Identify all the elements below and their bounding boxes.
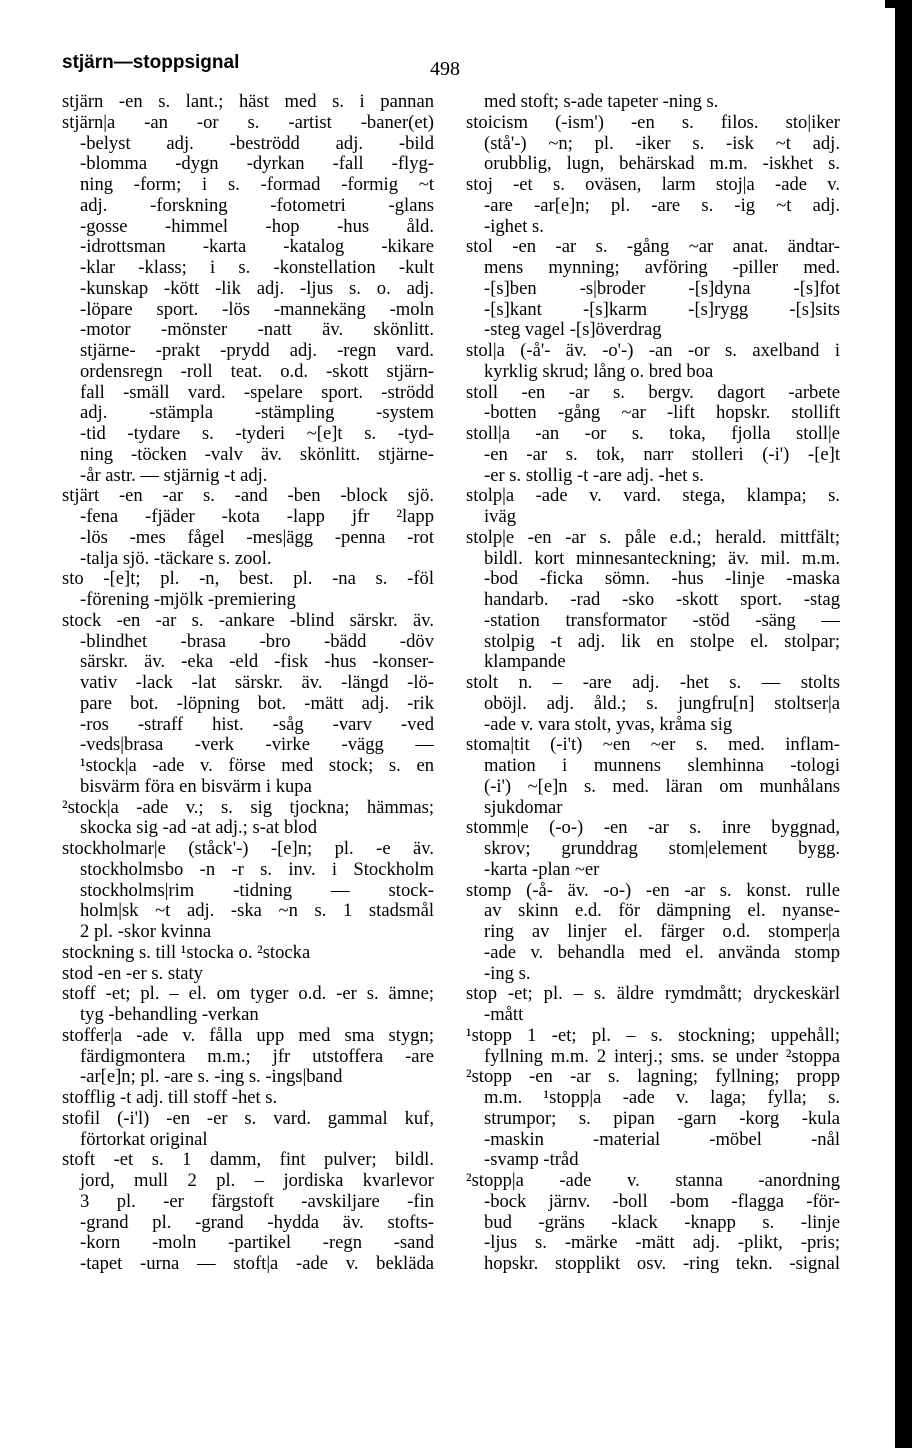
running-head: stjärn—stoppsignal — [62, 52, 240, 73]
dictionary-line: stjärne- -prakt -prydd adj. -regn vard. — [80, 341, 434, 361]
dictionary-line: bud -gräns -klack -knapp s. -linje — [484, 1212, 840, 1233]
dictionary-line: holm|sk ~t adj. -ska ~n s. 1 stadsmål — [80, 901, 434, 922]
dictionary-line: stoff -et; pl. – el. om tyger o.d. -er s. ämne; — [62, 984, 434, 1005]
dictionary-line: stockning s. till ¹stocka o. ²stocka — [62, 942, 311, 963]
dictionary-line: -tid -tydare s. -tyderi ~[e]t s. -tyd- — [80, 424, 434, 444]
dictionary-line: skocka sig -ad -at adj.; s-at blod — [80, 818, 318, 839]
dictionary-line: -talja sjö. -täckare s. zool. — [80, 548, 272, 569]
dictionary-line: -klar -klass; i s. -konstellation -kult — [80, 258, 434, 278]
dictionary-line: stjärn -en s. lant.; häst med s. i pannan — [62, 92, 434, 112]
dictionary-line: stock -en -ar s. -ankare -blind särskr. äv. — [62, 610, 434, 631]
dictionary-line: kyrklig skrud; lång o. bred boa — [484, 361, 714, 382]
dictionary-line: skrov; grunddrag stom|element bygg. — [484, 839, 840, 859]
dictionary-line: färdigmontera m.m.; jfr utstoffera -are — [80, 1046, 434, 1067]
dictionary-line: jord, mull 2 pl. – jordiska kvarlevor — [80, 1171, 434, 1191]
dictionary-line: ring av linjer el. färger o.d. stomper|a — [484, 922, 840, 942]
dictionary-line: -gosse -himmel -hop -hus åld. — [80, 216, 434, 237]
dictionary-line: stjärn|a -an -or s. -artist -baner(et) — [62, 112, 434, 133]
dictionary-line: stofil (-i'l) -en -er s. vard. gammal kuf, — [62, 1108, 434, 1129]
dictionary-line: -tapet -urna — stoft|a -ade v. bekläda — [80, 1254, 434, 1274]
dictionary-line: stockholmar|e (ståck'-) -[e]n; pl. -e äv. — [62, 839, 434, 859]
dictionary-line: oböjl. adj. åld.; s. jungfru[n] stoltser|a — [484, 693, 840, 714]
dictionary-line: stoll -en -ar s. bergv. dagort -arbete — [466, 382, 840, 403]
dictionary-line: stop -et; pl. – s. äldre rymdmått; dryckeskärl — [466, 984, 840, 1005]
dictionary-line: -ade v. behandla med el. använda stomp — [484, 942, 840, 963]
dictionary-line: ning -töcken -valv äv. skönlitt. stjärne- — [80, 444, 434, 465]
dictionary-line: -[s]kant -[s]karm -[s]rygg -[s]sits — [484, 299, 840, 320]
dictionary-line: -are -ar[e]n; pl. -are s. -ig ~t adj. — [484, 195, 840, 216]
dictionary-line: 3 pl. -er färgstoft -avskiljare -fin — [80, 1191, 434, 1212]
dictionary-line: särskr. äv. -eka -eld -fisk -hus -konser- — [80, 652, 434, 673]
dictionary-line: -veds|brasa -verk -virke -vägg — — [80, 735, 434, 756]
right-column — [466, 92, 840, 1275]
dictionary-line: -bod -ficka sömn. -hus -linje -maska — [484, 569, 840, 590]
dictionary-line: stockholmsbo -n -r s. inv. i Stockholm — [80, 859, 434, 880]
dictionary-line: -lös -mes fågel -mes|ägg -penna -rot — [80, 527, 434, 548]
dictionary-line: stolp|e -en -ar s. påle e.d.; herald. mittfält; — [466, 527, 840, 548]
dictionary-line: -belyst adj. -beströdd adj. -bild — [80, 133, 434, 154]
dictionary-line: stoma|tit (-i't) ~en ~er s. med. inflam- — [466, 735, 840, 756]
dictionary-line: iväg — [484, 507, 517, 527]
dictionary-line: bildl. kort minnesanteckning; äv. mil. m.m. — [484, 548, 840, 569]
dictionary-line: stoicism (-ism') -en s. filos. sto|iker — [466, 112, 840, 133]
dictionary-line: ¹stopp 1 -et; pl. – s. stockning; uppehåll; — [466, 1025, 840, 1046]
dictionary-line: -en -ar s. tok, narr stolleri (-i') -[e]t — [484, 444, 840, 465]
dictionary-line: stoft -et s. 1 damm, fint pulver; bildl. — [62, 1150, 434, 1171]
dictionary-line: -ing s. — [484, 963, 531, 984]
dictionary-line: stoll|a -an -or s. toka, fjolla stoll|e — [466, 424, 840, 444]
dictionary-line: -fena -fjäder -kota -lapp jfr ²lapp — [80, 507, 434, 527]
dictionary-line: -ade v. vara stolt, yvas, kråma sig — [484, 714, 733, 735]
dictionary-line: (-i') ~[e]n s. med. läran om munhålans — [484, 776, 840, 797]
dictionary-line: -löpare sport. -lös -mannekäng -moln — [80, 299, 434, 320]
dictionary-line: (stå'-) ~n; pl. -iker s. -isk ~t adj. — [484, 133, 840, 154]
dictionary-line: -motor -mönster -natt äv. skönlitt. — [80, 320, 434, 341]
dictionary-line: stolt n. – -are adj. -het s. — stolts — [466, 673, 840, 693]
dictionary-line: hopskr. stopplikt osv. -ring tekn. -signal — [484, 1254, 840, 1274]
dictionary-line: -ighet s. — [484, 216, 544, 237]
dictionary-line: pare bot. -löpning bot. -mätt adj. -rik — [80, 693, 434, 714]
dictionary-line: ²stock|a -ade v.; s. sig tjockna; hämmas; — [62, 797, 434, 818]
dictionary-line: med stoft; s-ade tapeter -ning s. — [484, 92, 719, 112]
dictionary-line: -ljus s. -märke -mätt adj. -plikt, -pris; — [484, 1233, 840, 1254]
dictionary-line: -kunskap -kött -lik adj. -ljus s. o. adj. — [80, 278, 434, 299]
dictionary-line: handarb. -rad -sko -skott sport. -stag — [484, 590, 840, 610]
dictionary-line: adj. -forskning -fotometri -glans — [80, 195, 434, 216]
dictionary-line: -förening -mjölk -premiering — [80, 590, 296, 610]
dictionary-line: -karta -plan ~er — [484, 859, 600, 880]
dictionary-line: adj. -stämpla -stämpling -system — [80, 403, 434, 424]
dictionary-line: fyllning m.m. 2 interj.; sms. se under ²stoppa — [484, 1046, 840, 1067]
dictionary-line: sjukdomar — [484, 797, 563, 818]
dictionary-line: -station transformator -stöd -säng — — [484, 610, 840, 631]
dictionary-line: -svamp -tråd — [484, 1150, 579, 1171]
dictionary-line: ning -form; i s. -formad -formig ~t — [80, 175, 434, 195]
dictionary-line: stjärt -en -ar s. -and -ben -block sjö. — [62, 486, 434, 507]
dictionary-line: bisvärm föra en bisvärm i kupa — [80, 776, 312, 797]
page-number: 498 — [430, 58, 460, 80]
dictionary-line: -bock järnv. -boll -bom -flagga -för- — [484, 1191, 840, 1212]
dictionary-line: ²stopp|a -ade v. stanna -anordning — [466, 1171, 840, 1191]
dictionary-line: -korn -moln -partikel -regn -sand — [80, 1233, 434, 1254]
dictionary-line: 2 pl. -skor kvinna — [80, 922, 212, 942]
dictionary-line: -blindhet -brasa -bro -bädd -döv — [80, 631, 434, 652]
dictionary-line: förtorkat original — [80, 1129, 208, 1150]
dictionary-line: -blomma -dygn -dyrkan -fall -flyg- — [80, 154, 434, 175]
dictionary-line: mation i munnens slemhinna -tologi — [484, 756, 840, 776]
dictionary-line: strumpor; s. pipan -garn -korg -kula — [484, 1108, 840, 1129]
dictionary-line: sto -[e]t; pl. -n, best. pl. -na s. -föl — [62, 569, 434, 590]
scan-border-right — [895, 0, 912, 1448]
dictionary-line: tyg -behandling -verkan — [80, 1005, 259, 1025]
dictionary-line: -idrottsman -karta -katalog -kikare — [80, 237, 434, 258]
dictionary-line: stolpig -t adj. lik en stolpe el. stolpar; — [484, 631, 840, 652]
dictionary-line: ordensregn -roll teat. o.d. -skott stjärn- — [80, 361, 434, 382]
dictionary-line: vativ -lack -lat särskr. äv. -längd -lö- — [80, 673, 434, 693]
dictionary-line: -botten -gång ~ar -lift hopskr. stollift — [484, 403, 840, 424]
dictionary-line: m.m. ¹stopp|a -ade v. laga; fylla; s. — [484, 1088, 840, 1108]
dictionary-line: -steg vagel -[s]överdrag — [484, 320, 662, 341]
dictionary-line: stomp (-å- äv. -o-) -en -ar s. konst. rulle — [466, 880, 840, 901]
dictionary-line: klampande — [484, 652, 566, 673]
dictionary-line: stoffer|a -ade v. fålla upp med sma stygn; — [62, 1025, 434, 1046]
dictionary-line: stoj -et s. oväsen, larm stoj|a -ade v. — [466, 175, 840, 195]
dictionary-line: ¹stock|a -ade v. förse med stock; s. en — [80, 756, 434, 776]
left-column — [62, 92, 434, 1275]
dictionary-line: -maskin -material -möbel -nål — [484, 1129, 840, 1150]
dictionary-line: -år astr. — stjärnig -t adj. — [80, 465, 268, 486]
dictionary-line: orubblig, lugn, behärskad m.m. -iskhet s. — [484, 154, 840, 175]
dictionary-line: av skinn e.d. för dämpning el. nyanse- — [484, 901, 840, 922]
dictionary-line: -er s. stollig -t -are adj. -het s. — [484, 465, 704, 486]
dictionary-line: mens mynning; avföring -piller med. — [484, 258, 840, 278]
dictionary-line: fall -smäll vard. -spelare sport. -strödd — [80, 382, 434, 403]
dictionary-line: stol|a (-å'- äv. -o'-) -an -or s. axelband i — [466, 341, 840, 361]
dictionary-line: stofflig -t adj. till stoff -het s. — [62, 1088, 278, 1108]
dictionary-line: -ros -straff hist. -såg -varv -ved — [80, 714, 434, 735]
scan-border-top — [885, 0, 912, 8]
dictionary-line: ²stopp -en -ar s. lagning; fyllning; propp — [466, 1067, 840, 1088]
dictionary-line: -grand pl. -grand -hydda äv. stofts- — [80, 1212, 434, 1233]
dictionary-line: stolp|a -ade v. vard. stega, klampa; s. — [466, 486, 840, 507]
dictionary-line: stockholms|rim -tidning — stock- — [80, 880, 434, 901]
dictionary-line: stod -en -er s. staty — [62, 963, 203, 984]
dictionary-line: -ar[e]n; pl. -are s. -ing s. -ings|band — [80, 1067, 343, 1088]
dictionary-line: -[s]ben -s|broder -[s]dyna -[s]fot — [484, 278, 840, 299]
dictionary-line: -mått — [484, 1005, 524, 1025]
dictionary-line: stomm|e (-o-) -en -ar s. inre byggnad, — [466, 818, 840, 839]
dictionary-line: stol -en -ar s. -gång ~ar anat. ändtar- — [466, 237, 840, 258]
